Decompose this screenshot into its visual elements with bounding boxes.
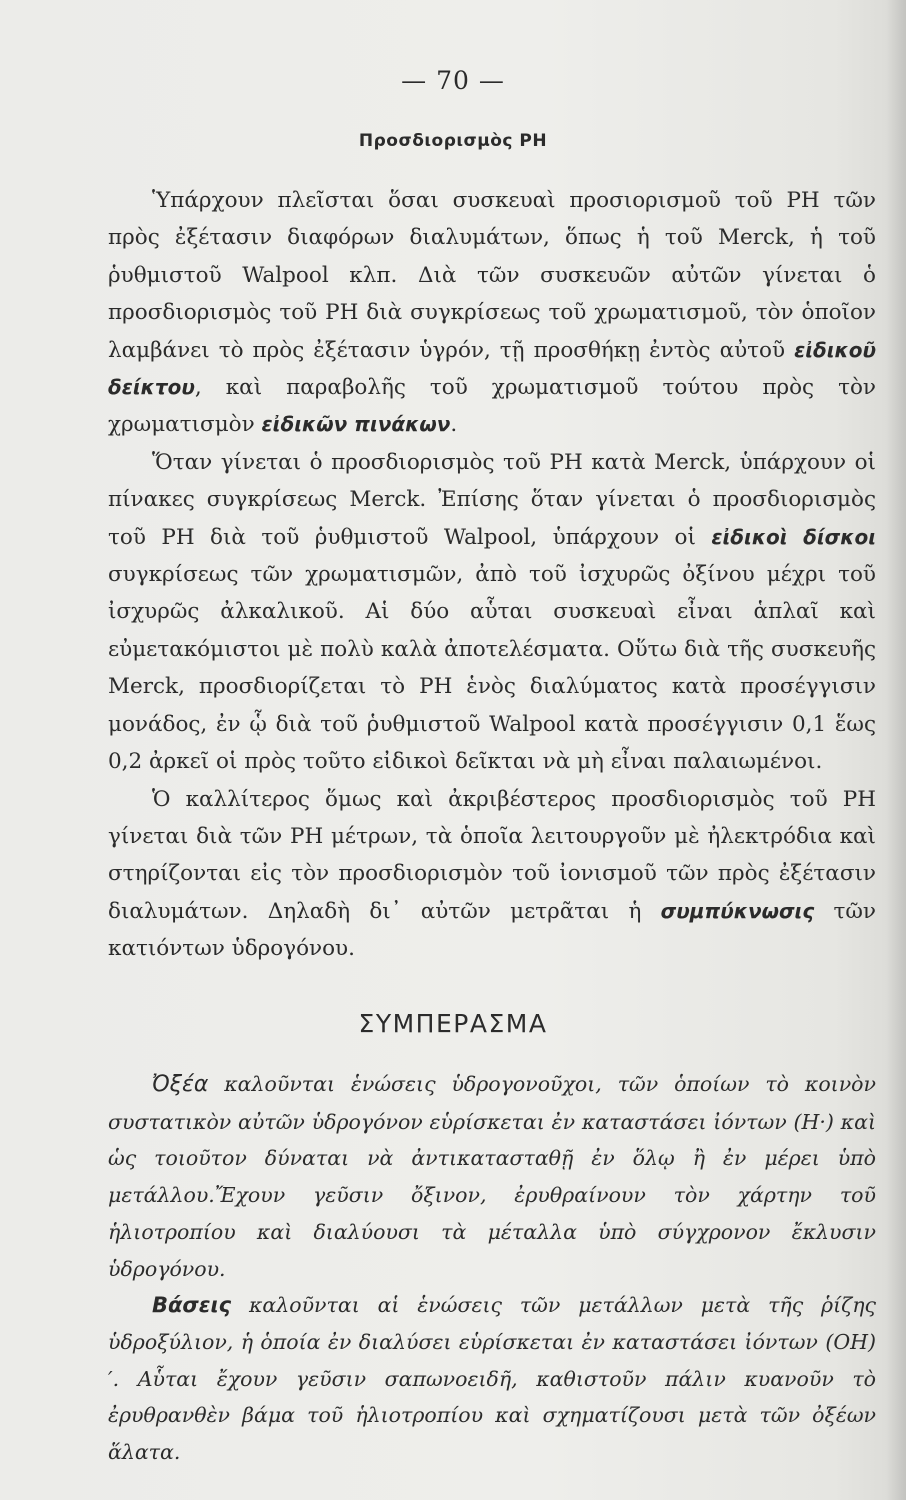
paragraph-3-text-b: τῶν κατιόντων ὑδρογόνου. (108, 898, 876, 962)
page-number: — 70 — (401, 66, 505, 95)
paragraph-2-text-b: συγκρίσεως τῶν χρωματισμῶν, ἀπὸ τοῦ ἰσχυρῶς ὀξίνου μέχρι τοῦ ἰσχυρῶς ἀλκαλικοῦ. Αἱ δύο αὗται συσκευαὶ εἶναι ἁπλαῖ καὶ εὐμετακόμιστοι μὲ πολὺ καλὰ ἀποτελέσματα. Οὕτω διὰ τῆς συσκευῆς Merck, προσδιορίζεται τὸ PH ἑνὸς διαλύματος κατὰ προσέγγισιν μονάδος, ἐν ᾧ διὰ τοῦ ῥυθμιστοῦ Walpool κατὰ προσέγγισιν 0,1 ἕως 0,2 ἀρκεῖ οἱ πρὸς τοῦτο εἰδικοὶ δεῖκται νὰ μὴ εἶναι παλαιωμένοι. (108, 562, 876, 775)
ph-section-body (108, 182, 876, 968)
paragraph-1-text-a: Ὑπάρχουν πλεῖσται ὅσαι συσκευαὶ προσιορισμοῦ τοῦ PH τῶν πρὸς ἐξέτασιν διαφόρων διαλυμάτων, ὅπως ἡ τοῦ Merck, ἡ τοῦ ῥυθμιστοῦ Walpool κλπ. Διὰ τῶν συσκευῶν αὐτῶν γίνεται ὁ προσδιορισμὸς τοῦ PH διὰ συγκρίσεως τοῦ χρωματισμοῦ, τὸν ὁποῖον λαμβάνει τὸ πρὸς ἐξέτασιν ὑγρόν, τῇ προσθήκῃ ἐντὸς αὐτοῦ (108, 188, 876, 363)
conclusion-heading: ΣΥΜΠΕΡΑΣΜΑ (358, 1009, 548, 1038)
term-special-discs: εἰδικοὶ δίσκοι (711, 524, 876, 549)
paragraph-3-text-a: Ὁ καλλίτερος ὅμως καὶ ἀκριβέστερος προσδιορισμὸς τοῦ PH γίνεται διὰ τῶν PH μέτρων, τὰ ὁποῖα λειτουργοῦν μὲ ἠλεκτρόδια καὶ στηρίζονται εἰς τὸν προσδιορισμὸν τοῦ ἰονισμοῦ τῶν πρὸς ἐξέτασιν διαλυμάτων. Δηλαδὴ δι᾽ αὐτῶν μετρᾶται ἡ (108, 786, 876, 924)
paragraph-2-text-a: Ὅταν γίνεται ὁ προσδιορισμὸς τοῦ PH κατὰ Merck, ὑπάρχουν οἱ πίνακες συγκρίσεως Merck. Ἐπίσης ὅταν γίνεται ὁ προσδιορισμὸς τοῦ PH διὰ τοῦ ῥυθμιστοῦ Walpool, ὑπάρχουν οἱ (108, 449, 876, 550)
paragraph-1-text-b: , καὶ παραβολῆς τοῦ χρωματισμοῦ τούτου πρὸς τὸν χρωματισμὸν (108, 375, 876, 438)
paragraph-acids-text-a: καλοῦνται ἑνώσεις ὑδρογονοῦχοι, τῶν ὁποίων τὸ κοινὸν συστατικὸν αὐτῶν ὑδρογόνον εὑρίσκεται ἐν καταστάσει ἰόντων (H·) καὶ ὡς τοιοῦτον δύναται νὰ ἀντικατασταθῇ ἐν ὅλῳ ἢ ἐν μέρει ὑπὸ μετάλλου. (108, 1072, 876, 1208)
page-gutter-shadow (886, 0, 906, 1500)
term-bases: Βάσεις (152, 1293, 232, 1318)
paragraph-2 (108, 444, 876, 781)
term-special-indicator: εἰδικοῦ δείκτου (108, 337, 876, 400)
term-concentration: συμπύκνωσις (660, 898, 815, 923)
paragraph-1 (108, 182, 876, 444)
term-acids: Ὀξέα (152, 1072, 209, 1097)
paragraph-acids-text-b: Ἔχουν γεῦσιν ὄξινον, ἐρυθραίνουν τὸν χάρτην τοῦ ἡλιοτροπίου καὶ διαλύουσι τὰ μέταλλα ὑπὸ σύγχρονον ἔκλυσιν ὑδρογόνου. (108, 1183, 876, 1281)
conclusion-body (108, 1066, 876, 1471)
section-title: Προσδιορισμὸς PH (358, 131, 548, 151)
paragraph-bases (108, 1287, 876, 1471)
term-special-tables: εἰδικῶν πινάκων (261, 412, 451, 437)
paragraph-bases-text: καλοῦνται αἱ ἑνώσεις τῶν μετάλλων μετὰ τῆς ῥίζης ὑδροξύλιον, ἡ ὁποία ἐν διαλύσει εὑρίσκεται ἐν καταστάσει ἰόντων (OH)′. Αὗται ἔχουν γεῦσιν σαπωνοειδῆ, καθιστοῦν πάλιν κυανοῦν τὸ ἐρυθρανθὲν βάμα τοῦ ἡλιοτροπίου καὶ σχηματίζουσι μετὰ τῶν ὀξέων ἅλατα. (108, 1293, 876, 1465)
paragraph-acids (108, 1066, 876, 1287)
paragraph-3 (108, 781, 876, 968)
paragraph-1-text-c: . (450, 412, 458, 438)
